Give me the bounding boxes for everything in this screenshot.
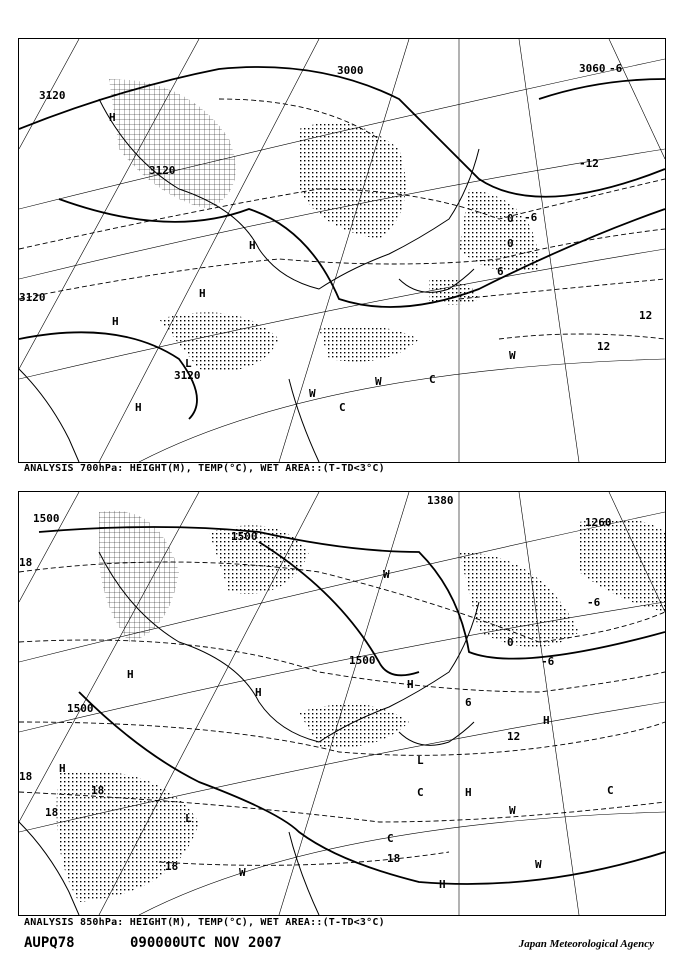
wet-areas [109,79,539,371]
center-marker: H [112,315,119,328]
temp-label: 18 [387,852,401,865]
center-marker: H [407,678,414,691]
center-marker: H [543,714,550,727]
center-marker: H [249,239,256,252]
center-marker: H [127,668,134,681]
center-marker: H [439,878,446,891]
height-label: 1380 [427,494,454,507]
height-label: 3120 [149,164,176,177]
height-label: 1500 [231,530,258,543]
height-label: 1260 [585,516,612,529]
temp-label: 12 [597,340,611,353]
height-label: 3060 [579,62,606,75]
temp-label: 18 [19,770,33,783]
height-label: 3120 [19,291,46,304]
caption-700hpa: ANALYSIS 700hPa: HEIGHT(M), TEMP(°C), WET AREA::(T-TD<3°C) [24,463,385,474]
temp-label: 6 [465,696,472,709]
temp-label: 0 [507,212,514,225]
center-marker: H [135,401,142,414]
height-label: 3000 [337,64,364,77]
height-label: 1500 [33,512,60,525]
temp-label: -6 [524,211,538,224]
temp-label: -6 [541,655,555,668]
center-marker: W [239,866,246,879]
center-marker: H [465,786,472,799]
temp-label: -6 [587,596,601,609]
center-marker: L [185,812,192,825]
map-850hpa-graphic [19,492,665,915]
temp-label: 12 [507,730,521,743]
center-marker: L [417,754,424,767]
center-marker: W [309,387,316,400]
center-marker: C [607,784,614,797]
center-marker: W [535,858,542,871]
bulletin-code: AUPQ78 [24,935,75,951]
temp-label: 0 [507,636,514,649]
height-label: 3120 [39,89,66,102]
center-marker: L [185,357,192,370]
center-marker: W [383,568,390,581]
temp-label: 18 [165,860,179,873]
center-marker: C [339,401,346,414]
center-marker: W [375,375,382,388]
height-label: 1500 [349,654,376,667]
center-marker: H [255,686,262,699]
center-marker: H [199,287,206,300]
map-panel-700hpa [18,38,666,463]
map-700hpa-graphic [19,39,665,462]
center-marker: C [387,832,394,845]
height-label: 1500 [67,702,94,715]
temp-label: 6 [497,265,504,278]
temp-label: 18 [19,556,33,569]
center-marker: C [429,373,436,386]
temp-label: -6 [609,62,623,75]
map-panel-850hpa [18,491,666,916]
center-marker: H [109,111,116,124]
temp-label: 18 [45,806,59,819]
temp-label: 18 [91,784,105,797]
caption-850hpa: ANALYSIS 850hPa: HEIGHT(M), TEMP(°C), WET AREA::(T-TD<3°C) [24,917,385,928]
temp-label: 0 [507,237,514,250]
temp-label: 12 [639,309,653,322]
agency-name: Japan Meteorological Agency [518,938,654,950]
wet-areas [57,511,666,902]
center-marker: H [59,762,66,775]
analysis-time: 090000UTC NOV 2007 [130,935,282,951]
height-label: 3120 [174,369,201,382]
temp-label: -12 [579,157,599,170]
coastlines [19,99,479,462]
center-marker: W [509,804,516,817]
center-marker: C [417,786,424,799]
center-marker: W [509,349,516,362]
